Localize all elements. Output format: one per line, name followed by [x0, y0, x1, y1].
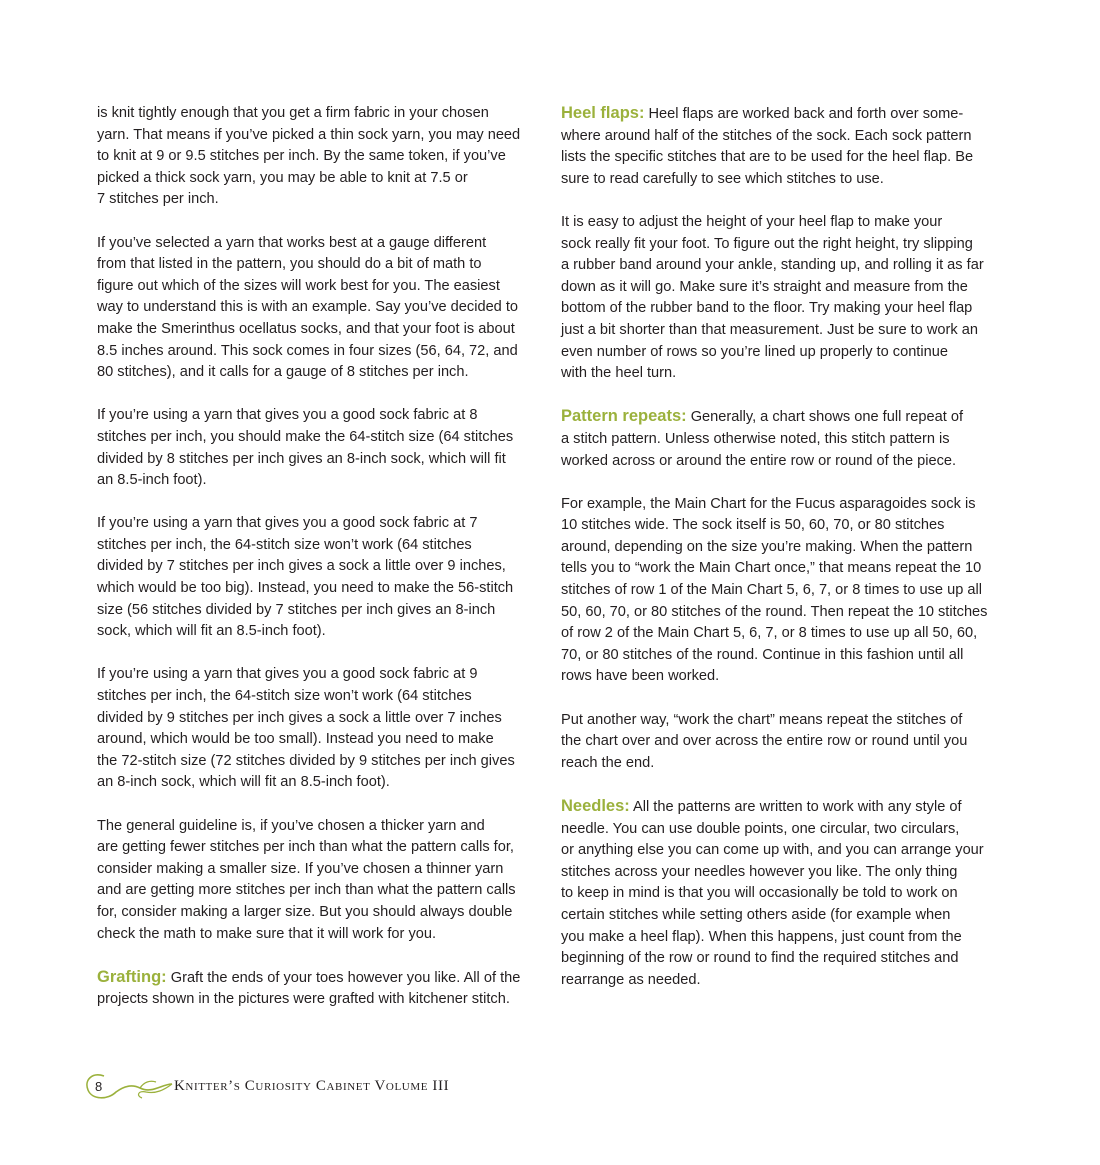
text-line: even number of rows so you’re lined up properly to continue — [561, 343, 948, 360]
text-line: is knit tightly enough that you get a firm fabric in your chosen — [97, 105, 489, 121]
text-line: 50, 60, 70, or 80 stitches of the round. Then repeat the 10 stitches — [561, 603, 988, 620]
paragraph — [561, 710, 1006, 775]
text-line: or anything else you can come up with, and you can arrange your — [561, 842, 984, 859]
text-line: rows have been worked. — [561, 668, 720, 685]
paragraph — [97, 233, 542, 384]
paragraph — [97, 513, 542, 643]
text-line: consider making a smaller size. If you’ve chosen a thinner yarn — [97, 860, 504, 877]
right-column — [561, 103, 1006, 1013]
text-line: rearrange as needed. — [561, 971, 701, 988]
paragraph — [97, 664, 542, 794]
text-line: a stitch pattern. Unless otherwise noted, this stitch pattern is — [561, 430, 950, 447]
text-line: just a bit shorter than that measurement. Just be sure to work an — [561, 321, 978, 338]
text-line: figure out which of the sizes will work best for you. The easiest — [97, 277, 500, 294]
text-line: Heel flaps are worked back and forth over some- — [648, 106, 964, 122]
text-line: around, depending on the size you’re making. When the pattern — [561, 538, 973, 555]
text-line: If you’re using a yarn that gives you a good sock fabric at 7 — [97, 515, 478, 532]
section-heading: Grafting: — [97, 967, 167, 986]
text-line: 10 stitches wide. The sock itself is 50, 60, 70, or 80 stitches — [561, 517, 945, 534]
paragraph — [561, 212, 1006, 385]
text-line: an 8-inch sock, which will fit an 8.5-inch foot). — [97, 774, 390, 791]
paragraph — [97, 816, 542, 946]
paragraph — [97, 103, 542, 211]
text-line: divided by 9 stitches per inch gives a sock a little over 7 inches — [97, 709, 502, 726]
text-line: 7 stitches per inch. — [97, 191, 219, 208]
text-line: All the patterns are written to work with any style of — [633, 799, 962, 815]
running-head: Knitter’s Curiosity Cabinet Volume III — [174, 1078, 450, 1094]
text-line: make the Smerinthus ocellatus socks, and that your foot is about — [97, 320, 515, 337]
text-line: projects shown in the pictures were grafted with kitchener stitch. — [97, 991, 510, 1008]
text-line: divided by 8 stitches per inch gives an 8-inch sock, which will fit — [97, 450, 506, 467]
text-line: worked across or around the entire row or round of the piece. — [561, 452, 957, 469]
text-line: needle. You can use double points, one circular, two circulars, — [561, 820, 960, 837]
text-line: where around half of the stitches of the sock. Each sock pattern — [561, 127, 972, 144]
section-heading: Needles: — [561, 797, 630, 815]
text-line: yarn. That means if you’ve picked a thin sock yarn, you may need — [97, 126, 521, 143]
text-line: which would be too big). Instead, you need to make the 56-stitch — [97, 580, 514, 597]
text-line: picked a thick sock yarn, you may be able to knit at 7.5 or — [97, 169, 468, 186]
text-line: way to understand this is with an example. Say you’ve decided to — [97, 299, 519, 316]
text-line: stitches per inch, the 64-stitch size won’t work (64 stitches — [97, 688, 472, 705]
text-line: you make a heel flap). When this happens, just count from the — [561, 928, 962, 945]
text-line: Put another way, “work the chart” means repeat the stitches of — [561, 711, 963, 728]
paragraph — [561, 103, 1006, 190]
text-line: Generally, a chart shows one full repeat of — [690, 409, 963, 426]
text-line: for, consider making a larger size. But you should always double — [97, 903, 513, 920]
text-line: 70, or 80 stitches of the round. Continue in this fashion until all — [561, 646, 964, 663]
page-number: 8 — [95, 1079, 103, 1094]
text-line: size (56 stitches divided by 7 stitches per inch gives an 8-inch — [97, 601, 496, 618]
text-line: bottom of the rubber band to the floor. Try making your heel flap — [561, 300, 973, 317]
text-line: stitches per inch, the 64-stitch size won’t work (64 stitches — [97, 536, 472, 553]
text-line: sock, which will fit an 8.5-inch foot). — [97, 623, 326, 640]
left-column — [97, 103, 542, 1033]
section-heading: Pattern repeats: — [561, 407, 687, 426]
text-line: stitches per inch, you should make the 64-stitch size (64 stitches — [97, 428, 514, 445]
text-line: a rubber band around your ankle, standing up, and rolling it as far — [561, 257, 984, 274]
paragraph — [561, 494, 1006, 688]
text-line: If you’re using a yarn that gives you a good sock fabric at 8 — [97, 407, 478, 424]
text-line: Graft the ends of your toes however you like. All of the — [170, 969, 521, 986]
text-line: reach the end. — [561, 754, 655, 771]
text-line: with the heel turn. — [561, 365, 677, 382]
text-line: For example, the Main Chart for the Fucus asparagoides sock is — [561, 495, 976, 512]
text-line: It is easy to adjust the height of your heel flap to make your — [561, 213, 943, 230]
text-line: stitches of row 1 of the Main Chart 5, 6, 7, or 8 times to use up all — [561, 582, 982, 599]
text-line: to keep in mind is that you will occasionally be told to work on — [561, 885, 958, 902]
text-line: the chart over and over across the entire row or round until you — [561, 733, 968, 750]
text-line: the 72-stitch size (72 stitches divided by 9 stitches per inch gives — [97, 752, 515, 769]
text-line: If you’ve selected a yarn that works best at a gauge different — [97, 234, 487, 251]
text-line: of row 2 of the Main Chart 5, 6, 7, or 8 times to use up all 50, 60, — [561, 625, 978, 642]
text-line: certain stitches while setting others aside (for example when — [561, 906, 951, 923]
text-line: to knit at 9 or 9.5 stitches per inch. By the same token, if you’ve — [97, 148, 506, 165]
text-line: are getting fewer stitches per inch than what the pattern calls for, — [97, 839, 514, 856]
text-line: stitches across your needles however you like. The only thing — [561, 863, 958, 880]
paragraph — [97, 967, 542, 1011]
text-line: 8.5 inches around. This sock comes in four sizes (56, 64, 72, and — [97, 342, 518, 359]
page-footer — [80, 1070, 500, 1110]
paragraph — [97, 405, 542, 491]
text-line: beginning of the row or round to find the required stitches and — [561, 950, 959, 967]
text-line: down as it will go. Make sure it’s straight and measure from the — [561, 278, 968, 295]
text-line: 80 stitches), and it calls for a gauge of 8 stitches per inch. — [97, 364, 469, 381]
text-line: around, which would be too small). Instead you need to make — [97, 731, 494, 748]
text-line: sock really fit your foot. To figure out the right height, try slipping — [561, 235, 973, 252]
text-line: divided by 7 stitches per inch gives a sock a little over 9 inches, — [97, 558, 506, 575]
text-line: lists the specific stitches that are to be used for the heel flap. Be — [561, 149, 974, 166]
text-line: tells you to “work the Main Chart once,” that means repeat the 10 — [561, 560, 982, 577]
text-line: check the math to make sure that it will work for you. — [97, 925, 437, 942]
text-line: sure to read carefully to see which stitches to use. — [561, 170, 884, 187]
text-line: The general guideline is, if you’ve chosen a thicker yarn and — [97, 817, 485, 834]
text-line: If you’re using a yarn that gives you a good sock fabric at 9 — [97, 666, 478, 683]
paragraph — [561, 406, 1006, 472]
text-line: from that listed in the pattern, you should do a bit of math to — [97, 256, 482, 273]
section-heading: Heel flaps: — [561, 104, 645, 122]
paragraph — [561, 796, 1006, 991]
text-line: an 8.5-inch foot). — [97, 472, 207, 489]
text-line: and are getting more stitches per inch than what the pattern calls — [97, 882, 516, 899]
